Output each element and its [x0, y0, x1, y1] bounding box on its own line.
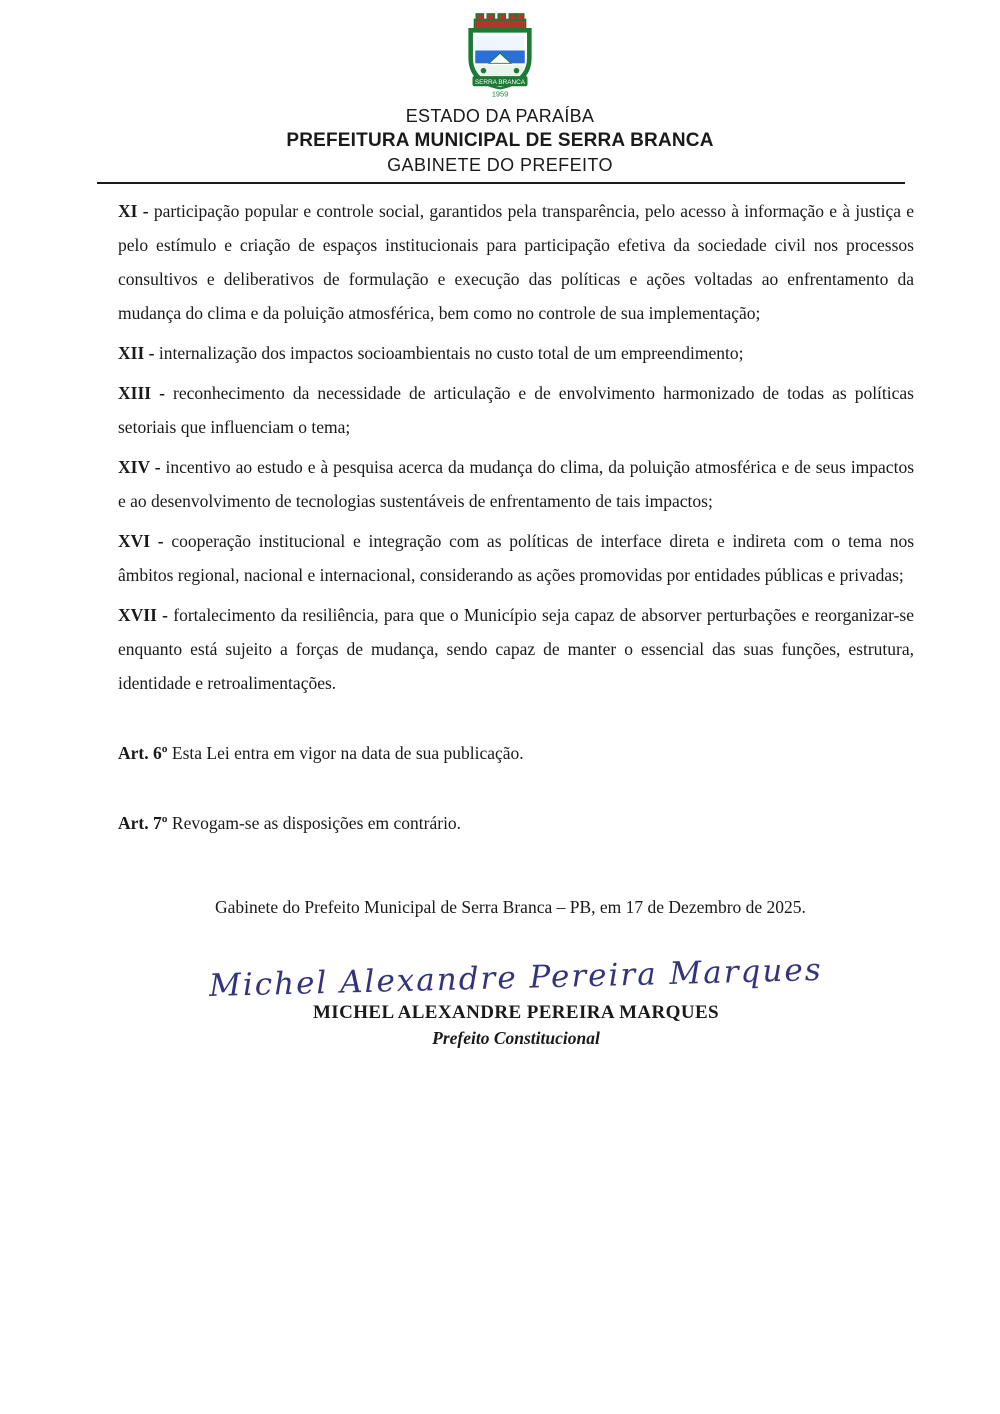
- crest-crown: [474, 14, 525, 29]
- clause-xvi-label: XVI -: [118, 531, 164, 551]
- clause-xiii-label: XIII -: [118, 383, 165, 403]
- signature-block: [118, 951, 914, 1050]
- clause-xiv-text: incentivo ao estudo e à pesquisa acerca da mudança do clima, da poluição atmosférica e de seus impactos e ao desenvolvimento de tecnologias sustentáveis de enfrentamento de tais impactos;: [118, 457, 914, 511]
- article-6-label: Art. 6º: [118, 743, 168, 763]
- article-7-label: Art. 7º: [118, 813, 168, 833]
- header-municipality: PREFEITURA MUNICIPAL DE SERRA BRANCA: [286, 130, 714, 151]
- clause-xiv: [118, 450, 914, 518]
- clause-xii-label: XII -: [118, 343, 155, 363]
- clause-xvii-label: XVII -: [118, 605, 168, 625]
- header-state: ESTADO DA PARAÍBA: [405, 106, 595, 126]
- header-divider: [97, 182, 905, 184]
- closing-line: Gabinete do Prefeito Municipal de Serra Branca – PB, em 17 de Dezembro de 2025.: [215, 897, 806, 917]
- clause-xi: [118, 194, 914, 330]
- clause-xii-text: internalização dos impactos socioambientais no custo total de um empreendimento;: [158, 343, 744, 363]
- header-office: GABINETE DO PREFEITO: [387, 155, 613, 175]
- clause-xi-label: XI -: [118, 201, 149, 221]
- signer-name: MICHEL ALEXANDRE PEREIRA MARQUES: [312, 1002, 720, 1023]
- handwritten-signature: Michel Alexandre Pereira Marques: [208, 951, 824, 1005]
- article-6: [118, 736, 914, 770]
- crest-year-text: 1959: [491, 89, 509, 99]
- article-7: [118, 806, 914, 840]
- coat-of-arms: [0, 12, 1000, 100]
- clause-xiii: [118, 376, 914, 444]
- clause-xvi: [118, 524, 914, 592]
- clause-xvii-text: fortalecimento da resiliência, para que o Município seja capaz de absorver perturbações e reorganizar-se enquanto está sujeito a forças de mudança, sendo capaz de manter o essencial das suas funções, estrutura, identidade e retroalimentações.: [118, 605, 914, 693]
- crest-ribbon-text: SERRA BRANCA: [474, 78, 526, 86]
- article-7-text: Revogam-se as disposições em contrário.: [171, 813, 462, 833]
- document-body: [118, 194, 914, 1050]
- clause-xvi-text: cooperação institucional e integração com as políticas de interface direta e indireta com o tema nos âmbitos regional, nacional e internacional, considerando as ações promovidas por entidades públicas e privadas;: [118, 531, 914, 585]
- coat-of-arms-icon: [454, 12, 546, 100]
- clause-xvii: [118, 598, 914, 700]
- clause-xii: [118, 336, 914, 370]
- clause-xi-text: participação popular e controle social, garantidos pela transparência, pelo acesso à informação e à justiça e pelo estímulo e criação de espaços institucionais para participação efetiva da sociedade civil nos processos consultivos e deliberativos de formulação e execução das políticas e ações voltadas ao enfrentamento da mudança do clima e da poluição atmosférica, bem como no controle de sua implementação;: [118, 201, 915, 323]
- article-6-text: Esta Lei entra em vigor na data de sua publicação.: [171, 743, 524, 763]
- clause-xiv-label: XIV -: [118, 457, 161, 477]
- clause-xiii-text: reconhecimento da necessidade de articulação e de envolvimento harmonizado de todas as políticas setoriais que influenciam o tema;: [118, 383, 914, 437]
- letterhead: [0, 0, 1000, 184]
- signer-role: Prefeito Constitucional: [432, 1028, 600, 1048]
